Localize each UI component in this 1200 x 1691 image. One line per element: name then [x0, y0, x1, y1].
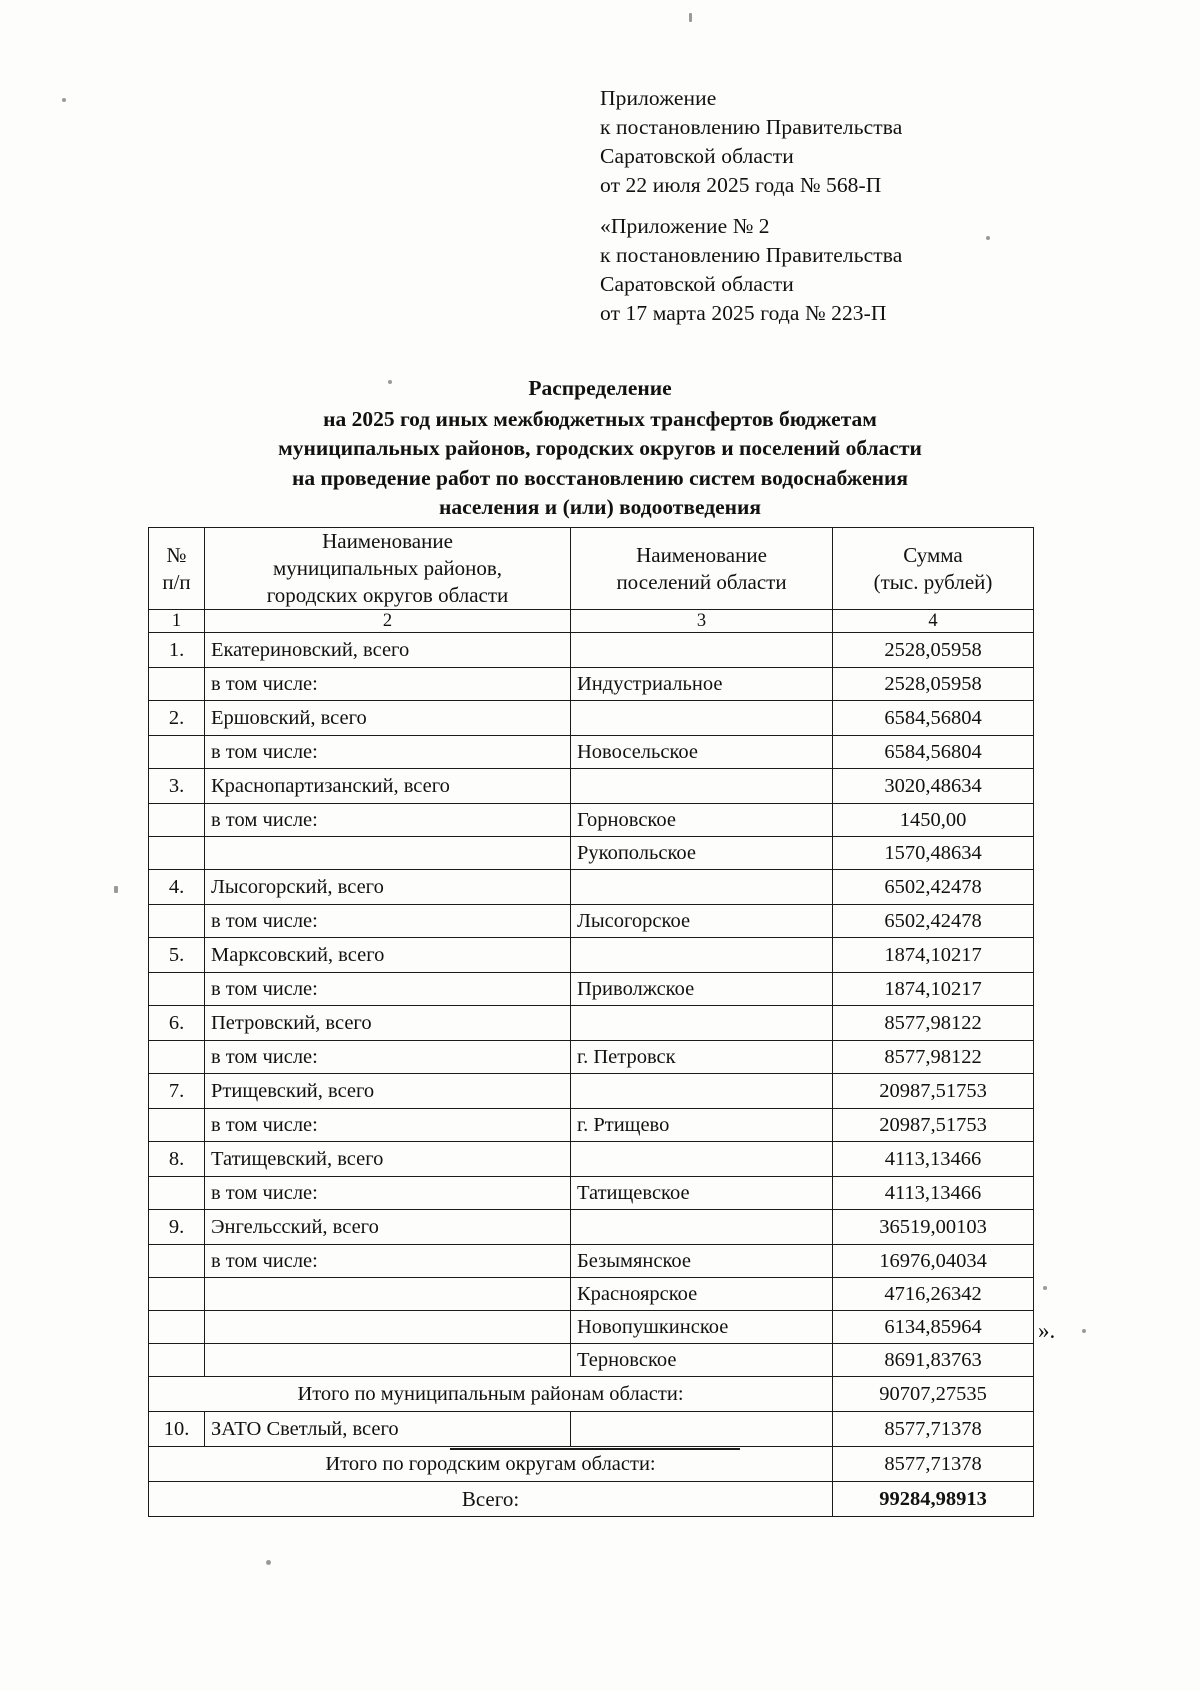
row-index: 8.	[149, 1142, 205, 1177]
appendix2-line-2: к постановлению Правительства	[600, 243, 903, 267]
distribution-table	[148, 527, 1034, 1517]
row-index: 4.	[149, 870, 205, 905]
row-district: Петровский, всего	[205, 1006, 571, 1041]
col-header-district-line2: муниципальных районов,	[272, 556, 503, 580]
row-amount: 6584,56804	[833, 701, 1034, 736]
col-header-settlement-line1: Наименование	[636, 542, 767, 567]
column-number-row	[149, 610, 1034, 633]
row-index: 3.	[149, 769, 205, 804]
bottom-divider	[450, 1448, 740, 1450]
row-index	[149, 668, 205, 701]
table-row	[149, 938, 1034, 973]
distribution-table-wrap	[148, 527, 1033, 1517]
table-row	[149, 804, 1034, 837]
row-amount: 1874,10217	[833, 938, 1034, 973]
row-index	[149, 1311, 205, 1344]
row-index: 5.	[149, 938, 205, 973]
grand-total-amount: 99284,98913	[833, 1482, 1034, 1517]
appendix2-line-4: от 17 марта 2025 года № 223-П	[600, 301, 887, 325]
row-index	[149, 837, 205, 870]
row-amount: 1450,00	[833, 804, 1034, 837]
row-index	[149, 804, 205, 837]
title-line-4: на проведение работ по восстановлению систем водоснабжения	[291, 465, 909, 490]
table-row	[149, 973, 1034, 1006]
row-settlement	[571, 938, 833, 973]
table-row	[149, 870, 1034, 905]
title-line-5: населения и (или) водоотведения	[438, 495, 762, 519]
row-district: Энгельсский, всего	[205, 1210, 571, 1245]
table-row	[149, 1109, 1034, 1142]
row-district: Марксовский, всего	[205, 938, 571, 973]
row-amount: 6502,42478	[833, 905, 1034, 938]
table-row	[149, 633, 1034, 668]
row-index	[149, 905, 205, 938]
row-amount: 36519,00103	[833, 1210, 1034, 1245]
col-header-amount	[833, 528, 1034, 610]
header-row	[149, 528, 1034, 610]
appendix-reference-2	[600, 212, 902, 328]
row-amount: 1570,48634	[833, 837, 1034, 870]
row-index: 7.	[149, 1074, 205, 1109]
table-row	[149, 1177, 1034, 1210]
colnum-4: 4	[833, 610, 1034, 633]
row-district: в том числе:	[205, 973, 571, 1006]
total-districts-label: Итого по муниципальным районам области:	[149, 1377, 833, 1412]
row-amount: 3020,48634	[833, 769, 1034, 804]
table-body	[149, 633, 1034, 1517]
row-district: Краснопартизанский, всего	[205, 769, 571, 804]
col-header-district-line1: Наименование	[322, 529, 453, 553]
row-index	[149, 1109, 205, 1142]
table-row	[149, 1074, 1034, 1109]
row-amount: 6584,56804	[833, 736, 1034, 769]
row-settlement: Безымянское	[571, 1245, 833, 1278]
table-row	[149, 1245, 1034, 1278]
scan-speck	[114, 886, 118, 893]
grand-total-label: Всего:	[149, 1482, 833, 1517]
city-district-row	[149, 1412, 1034, 1447]
total-districts-amount: 90707,27535	[833, 1377, 1034, 1412]
col-header-settlement	[571, 528, 833, 610]
row-district: в том числе:	[205, 1041, 571, 1074]
row-district	[205, 837, 571, 870]
col-header-amount-line1: Сумма	[903, 542, 963, 567]
row-settlement	[571, 769, 833, 804]
row-district: Татищевский, всего	[205, 1142, 571, 1177]
appendix2-line-1: «Приложение № 2	[600, 214, 770, 238]
row-settlement: Рукопольское	[571, 837, 833, 870]
row-district: в том числе:	[205, 905, 571, 938]
row-settlement	[571, 1074, 833, 1109]
scan-speck	[266, 1560, 271, 1565]
row-district: в том числе:	[205, 1109, 571, 1142]
row-amount: 8577,98122	[833, 1006, 1034, 1041]
scan-speck	[1043, 1286, 1047, 1290]
row-district	[205, 1311, 571, 1344]
row-amount: 6134,85964	[833, 1311, 1034, 1344]
scan-speck	[986, 236, 990, 240]
total-districts-row	[149, 1377, 1034, 1412]
row-district: в том числе:	[205, 668, 571, 701]
row-index	[149, 973, 205, 1006]
col-header-district-line3: городских округов области	[266, 583, 509, 607]
row-amount: 2528,05958	[833, 633, 1034, 668]
total-cities-amount: 8577,71378	[833, 1447, 1034, 1482]
col-header-district	[205, 528, 571, 610]
col-header-number	[149, 528, 205, 610]
appendix1-line-4: от 22 июля 2025 года № 568-П	[600, 173, 882, 197]
colnum-2: 2	[205, 610, 571, 633]
table-row	[149, 905, 1034, 938]
table-row	[149, 1142, 1034, 1177]
title-line-2: на 2025 год иных межбюджетных трансфертов бюджетам	[323, 406, 877, 431]
row-settlement	[571, 701, 833, 736]
row-district: в том числе:	[205, 1245, 571, 1278]
row-index: 1.	[149, 633, 205, 668]
city-row-index: 10.	[149, 1412, 205, 1447]
table-row	[149, 668, 1034, 701]
table-row	[149, 736, 1034, 769]
row-settlement: Новосельское	[571, 736, 833, 769]
colnum-3: 3	[571, 610, 833, 633]
row-settlement	[571, 870, 833, 905]
row-index	[149, 1041, 205, 1074]
row-amount: 1874,10217	[833, 973, 1034, 1006]
scan-speck	[689, 13, 692, 22]
row-amount: 20987,51753	[833, 1074, 1034, 1109]
row-settlement: Терновское	[571, 1344, 833, 1377]
row-amount: 2528,05958	[833, 668, 1034, 701]
row-index: 2.	[149, 701, 205, 736]
colnum-1: 1	[149, 610, 205, 633]
row-amount: 8691,83763	[833, 1344, 1034, 1377]
row-district	[205, 1344, 571, 1377]
appendix1-line-2: к постановлению Правительства	[600, 115, 903, 139]
row-district: в том числе:	[205, 736, 571, 769]
table-row	[149, 769, 1034, 804]
total-cities-row	[149, 1447, 1034, 1482]
row-settlement: Татищевское	[571, 1177, 833, 1210]
col-header-number-line1: №	[166, 542, 187, 567]
row-settlement: Новопушкинское	[571, 1311, 833, 1344]
city-row-amount: 8577,71378	[833, 1412, 1034, 1447]
table-row	[149, 837, 1034, 870]
row-district: Ершовский, всего	[205, 701, 571, 736]
table-row	[149, 701, 1034, 736]
row-settlement: Горновское	[571, 804, 833, 837]
row-index	[149, 1177, 205, 1210]
appendix2-line-3: Саратовской области	[600, 272, 794, 296]
total-cities-label: Итого по городским округам области:	[149, 1447, 833, 1482]
row-index	[149, 1344, 205, 1377]
row-settlement: Приволжское	[571, 973, 833, 1006]
row-amount: 4716,26342	[833, 1278, 1034, 1311]
row-district: в том числе:	[205, 1177, 571, 1210]
row-settlement	[571, 1142, 833, 1177]
row-settlement: Лысогорское	[571, 905, 833, 938]
page-title	[0, 374, 1200, 523]
closing-quote-mark: ».	[1038, 1318, 1056, 1343]
row-index	[149, 736, 205, 769]
row-amount: 6502,42478	[833, 870, 1034, 905]
row-district: Ртищевский, всего	[205, 1074, 571, 1109]
row-settlement: г. Петровск	[571, 1041, 833, 1074]
row-settlement	[571, 1210, 833, 1245]
row-index: 6.	[149, 1006, 205, 1041]
table-header	[149, 528, 1034, 633]
row-settlement: г. Ртищево	[571, 1109, 833, 1142]
row-amount: 4113,13466	[833, 1177, 1034, 1210]
appendix1-line-1: Приложение	[600, 86, 717, 110]
row-settlement	[571, 1006, 833, 1041]
table-row	[149, 1311, 1034, 1344]
row-settlement: Индустриальное	[571, 668, 833, 701]
appendix-reference-1	[600, 84, 902, 200]
table-row	[149, 1006, 1034, 1041]
col-header-number-line2: п/п	[162, 569, 191, 594]
table-row	[149, 1210, 1034, 1245]
grand-total-row	[149, 1482, 1034, 1517]
row-index	[149, 1278, 205, 1311]
row-amount: 16976,04034	[833, 1245, 1034, 1278]
row-amount: 4113,13466	[833, 1142, 1034, 1177]
row-settlement	[571, 633, 833, 668]
city-row-district: ЗАТО Светлый, всего	[205, 1412, 571, 1447]
scan-speck	[62, 98, 66, 102]
table-row	[149, 1278, 1034, 1311]
title-line-1: Распределение	[528, 376, 672, 400]
row-amount: 8577,98122	[833, 1041, 1034, 1074]
row-district: в том числе:	[205, 804, 571, 837]
title-line-3: муниципальных районов, городских округов и поселений области	[278, 436, 922, 460]
row-amount: 20987,51753	[833, 1109, 1034, 1142]
row-district	[205, 1278, 571, 1311]
col-header-settlement-line2: поселений области	[616, 569, 787, 594]
row-index: 9.	[149, 1210, 205, 1245]
row-settlement: Красноярское	[571, 1278, 833, 1311]
row-district: Екатериновский, всего	[205, 633, 571, 668]
col-header-amount-line2: (тыс. рублей)	[873, 569, 993, 594]
table-row	[149, 1041, 1034, 1074]
appendix1-line-3: Саратовской области	[600, 144, 794, 168]
row-index	[149, 1245, 205, 1278]
table-row	[149, 1344, 1034, 1377]
row-district: Лысогорский, всего	[205, 870, 571, 905]
scan-speck	[1082, 1329, 1086, 1333]
city-row-settlement	[571, 1412, 833, 1447]
